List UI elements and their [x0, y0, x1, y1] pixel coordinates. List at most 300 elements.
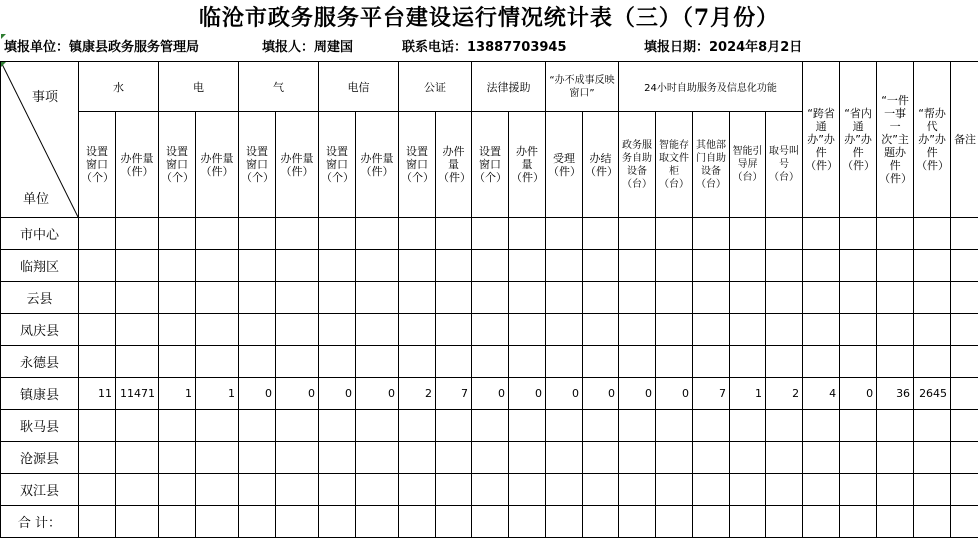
- table-cell[interactable]: [766, 346, 803, 378]
- table-cell[interactable]: [399, 218, 436, 250]
- table-cell[interactable]: [356, 442, 399, 474]
- table-cell[interactable]: [116, 442, 159, 474]
- table-cell[interactable]: [239, 474, 276, 506]
- subheader-gas-window: 设置窗口（个）: [239, 112, 276, 218]
- table-cell[interactable]: [546, 346, 583, 378]
- table-cell[interactable]: [159, 346, 196, 378]
- table-cell[interactable]: [319, 218, 356, 250]
- table-cell[interactable]: [79, 282, 116, 314]
- table-cell[interactable]: [766, 282, 803, 314]
- table-cell[interactable]: [951, 250, 978, 282]
- table-cell[interactable]: 0: [472, 378, 509, 410]
- table-cell[interactable]: [730, 410, 766, 442]
- table-cell[interactable]: [472, 442, 509, 474]
- table-cell[interactable]: [840, 346, 877, 378]
- table-cell[interactable]: [951, 506, 978, 538]
- table-cell[interactable]: [319, 474, 356, 506]
- table-cell[interactable]: [803, 506, 840, 538]
- table-cell[interactable]: 1: [159, 378, 196, 410]
- table-cell[interactable]: [472, 218, 509, 250]
- table-cell[interactable]: [803, 282, 840, 314]
- table-cell[interactable]: [399, 250, 436, 282]
- table-cell[interactable]: 0: [840, 378, 877, 410]
- table-cell[interactable]: [693, 346, 730, 378]
- subheader-power-window: 设置窗口（个）: [159, 112, 196, 218]
- table-cell[interactable]: [159, 250, 196, 282]
- subheader-queue-machine: 取号叫号（台）: [766, 112, 803, 218]
- table-row: [1, 410, 978, 442]
- table-cell[interactable]: 0: [319, 378, 356, 410]
- table-cell[interactable]: [619, 506, 656, 538]
- table-cell[interactable]: [509, 282, 546, 314]
- table-cell[interactable]: [472, 282, 509, 314]
- table-cell[interactable]: [546, 218, 583, 250]
- table-cell[interactable]: [766, 410, 803, 442]
- table-cell[interactable]: [436, 282, 472, 314]
- table-cell[interactable]: [840, 218, 877, 250]
- table-row: [1, 282, 978, 314]
- table-cell[interactable]: [619, 442, 656, 474]
- row-unit-name: 凤庆县: [1, 314, 79, 346]
- table-cell[interactable]: [693, 442, 730, 474]
- table-cell[interactable]: [877, 346, 914, 378]
- table-cell[interactable]: [509, 410, 546, 442]
- table-cell[interactable]: [509, 506, 546, 538]
- table-cell[interactable]: [914, 314, 951, 346]
- table-cell[interactable]: [79, 442, 116, 474]
- table-cell[interactable]: [196, 282, 239, 314]
- table-cell[interactable]: [79, 346, 116, 378]
- table-cell[interactable]: [276, 346, 319, 378]
- table-cell[interactable]: [399, 314, 436, 346]
- table-cell[interactable]: [877, 282, 914, 314]
- table-cell[interactable]: [399, 506, 436, 538]
- subheader-gov-self-device: 政务服务自助设备（台）: [619, 112, 656, 218]
- table-cell[interactable]: [116, 218, 159, 250]
- subheader-finished: 办结（件）: [583, 112, 619, 218]
- table-cell[interactable]: [656, 314, 693, 346]
- table-cell[interactable]: [509, 474, 546, 506]
- header-cross-province: “跨省通办”办件（件）: [803, 62, 840, 218]
- table-cell[interactable]: [159, 506, 196, 538]
- group-header-water: 水: [79, 62, 159, 112]
- table-cell[interactable]: [693, 218, 730, 250]
- table-cell[interactable]: [276, 506, 319, 538]
- table-cell[interactable]: [116, 474, 159, 506]
- table-cell[interactable]: 2645: [914, 378, 951, 410]
- contact-phone: 联系电话：13887703945: [402, 40, 567, 55]
- table-cell[interactable]: [766, 506, 803, 538]
- table-cell[interactable]: [583, 314, 619, 346]
- table-cell[interactable]: [914, 506, 951, 538]
- header-in-province: “省内通办”办件（件）: [840, 62, 877, 218]
- table-cell[interactable]: [730, 250, 766, 282]
- table-cell[interactable]: [730, 282, 766, 314]
- table-cell[interactable]: [877, 474, 914, 506]
- table-cell[interactable]: 0: [656, 378, 693, 410]
- table-cell[interactable]: [276, 282, 319, 314]
- table-cell[interactable]: [239, 250, 276, 282]
- table-cell[interactable]: 7: [693, 378, 730, 410]
- table-cell[interactable]: [356, 250, 399, 282]
- table-cell[interactable]: [472, 474, 509, 506]
- table-cell[interactable]: [79, 506, 116, 538]
- table-cell[interactable]: [239, 218, 276, 250]
- table-row: [1, 506, 978, 538]
- table-cell[interactable]: 0: [239, 378, 276, 410]
- table-cell[interactable]: [766, 250, 803, 282]
- table-cell[interactable]: [877, 250, 914, 282]
- table-cell[interactable]: 0: [546, 378, 583, 410]
- table-cell[interactable]: [619, 218, 656, 250]
- table-cell[interactable]: [619, 474, 656, 506]
- report-title: 临沧市政务服务平台建设运行情况统计表（三）（7月份）: [198, 5, 780, 31]
- table-cell[interactable]: [840, 282, 877, 314]
- subheader-notary-volume: 办件量（件）: [436, 112, 472, 218]
- table-cell[interactable]: [509, 218, 546, 250]
- table-cell[interactable]: [472, 314, 509, 346]
- row-unit-name: 临翔区: [1, 250, 79, 282]
- table-cell[interactable]: [840, 506, 877, 538]
- table-cell[interactable]: [730, 218, 766, 250]
- table-row: [1, 474, 978, 506]
- row-unit-name: 沧源县: [1, 442, 79, 474]
- table-cell[interactable]: [730, 506, 766, 538]
- table-cell[interactable]: [914, 410, 951, 442]
- table-cell[interactable]: [356, 346, 399, 378]
- table-cell[interactable]: [356, 218, 399, 250]
- table-cell[interactable]: [436, 314, 472, 346]
- table-cell[interactable]: [472, 346, 509, 378]
- table-cell[interactable]: [583, 282, 619, 314]
- table-cell[interactable]: [693, 474, 730, 506]
- table-cell[interactable]: [436, 506, 472, 538]
- table-cell[interactable]: [583, 506, 619, 538]
- subheader-water-window: 设置窗口（个）: [79, 112, 116, 218]
- table-cell[interactable]: [656, 250, 693, 282]
- table-cell[interactable]: [472, 506, 509, 538]
- table-cell[interactable]: [803, 314, 840, 346]
- table-cell[interactable]: [583, 346, 619, 378]
- table-cell[interactable]: [276, 474, 319, 506]
- table-row: [1, 250, 978, 282]
- table-cell[interactable]: [196, 474, 239, 506]
- table-cell[interactable]: [766, 442, 803, 474]
- table-cell[interactable]: [546, 250, 583, 282]
- table-cell[interactable]: 11: [79, 378, 116, 410]
- table-cell[interactable]: [951, 218, 978, 250]
- row-unit-name: 永德县: [1, 346, 79, 378]
- table-cell[interactable]: 36: [877, 378, 914, 410]
- subheader-legal-volume: 办件量（件）: [509, 112, 546, 218]
- table-cell[interactable]: [356, 282, 399, 314]
- table-cell[interactable]: [583, 250, 619, 282]
- table-cell[interactable]: [656, 410, 693, 442]
- table-cell[interactable]: [319, 442, 356, 474]
- table-cell[interactable]: [196, 314, 239, 346]
- table-cell[interactable]: [239, 410, 276, 442]
- table-cell[interactable]: [239, 314, 276, 346]
- group-header-telecom: 电信: [319, 62, 399, 112]
- table-cell[interactable]: [436, 410, 472, 442]
- table-cell[interactable]: [546, 442, 583, 474]
- table-cell[interactable]: 0: [509, 378, 546, 410]
- table-cell[interactable]: [319, 506, 356, 538]
- table-row: [1, 442, 978, 474]
- table-cell[interactable]: [619, 410, 656, 442]
- table-cell[interactable]: 0: [583, 378, 619, 410]
- table-cell[interactable]: [546, 410, 583, 442]
- table-cell[interactable]: [951, 346, 978, 378]
- subheader-telecom-window: 设置窗口（个）: [319, 112, 356, 218]
- table-cell[interactable]: [914, 474, 951, 506]
- table-cell[interactable]: [951, 474, 978, 506]
- table-cell[interactable]: [276, 218, 319, 250]
- table-cell[interactable]: [583, 442, 619, 474]
- statistics-table: [0, 61, 978, 538]
- table-cell[interactable]: [239, 442, 276, 474]
- row-unit-name: 云县: [1, 282, 79, 314]
- row-unit-name: 市中心: [1, 218, 79, 250]
- table-cell[interactable]: 4: [803, 378, 840, 410]
- table-cell[interactable]: [656, 282, 693, 314]
- table-cell[interactable]: [276, 410, 319, 442]
- table-cell[interactable]: [399, 442, 436, 474]
- table-cell[interactable]: [399, 410, 436, 442]
- table-cell[interactable]: [399, 282, 436, 314]
- table-cell[interactable]: [436, 218, 472, 250]
- table-cell[interactable]: [436, 442, 472, 474]
- table-cell[interactable]: [356, 506, 399, 538]
- table-cell[interactable]: [319, 314, 356, 346]
- table-cell[interactable]: [472, 410, 509, 442]
- table-cell[interactable]: [656, 346, 693, 378]
- table-cell[interactable]: [116, 314, 159, 346]
- table-cell[interactable]: [803, 442, 840, 474]
- table-cell[interactable]: [509, 442, 546, 474]
- table-cell[interactable]: 0: [276, 378, 319, 410]
- table-cell[interactable]: [509, 346, 546, 378]
- table-cell[interactable]: [583, 410, 619, 442]
- header-corner-cell: [1, 62, 79, 218]
- table-cell[interactable]: [319, 410, 356, 442]
- table-cell[interactable]: [619, 250, 656, 282]
- group-header-legal-aid: 法律援助: [472, 62, 546, 112]
- table-cell[interactable]: [159, 410, 196, 442]
- subheader-notary-window: 设置窗口（个）: [399, 112, 436, 218]
- table-cell[interactable]: [196, 506, 239, 538]
- table-cell[interactable]: [509, 250, 546, 282]
- table-cell[interactable]: [914, 346, 951, 378]
- table-cell[interactable]: [399, 474, 436, 506]
- row-unit-name: 双江县: [1, 474, 79, 506]
- table-cell[interactable]: [196, 410, 239, 442]
- table-cell[interactable]: [356, 474, 399, 506]
- table-cell[interactable]: [79, 410, 116, 442]
- filler-name: 填报人：周建国: [262, 40, 354, 55]
- row-unit-name: 耿马县: [1, 410, 79, 442]
- table-cell[interactable]: [951, 314, 978, 346]
- table-cell[interactable]: [159, 314, 196, 346]
- corner-label-unit: 单位: [23, 192, 50, 207]
- table-cell[interactable]: 7: [436, 378, 472, 410]
- table-cell[interactable]: 2: [766, 378, 803, 410]
- table-cell[interactable]: [472, 250, 509, 282]
- table-cell[interactable]: [877, 314, 914, 346]
- table-row: [1, 378, 978, 410]
- table-row: [1, 218, 978, 250]
- table-cell[interactable]: [730, 474, 766, 506]
- group-header-power: 电: [159, 62, 239, 112]
- header-one-thing: “一件一事一次”主题办件（件）: [877, 62, 914, 218]
- table-cell[interactable]: [546, 506, 583, 538]
- table-cell[interactable]: [877, 506, 914, 538]
- table-cell[interactable]: [656, 506, 693, 538]
- table-cell[interactable]: [766, 218, 803, 250]
- table-cell[interactable]: [840, 474, 877, 506]
- table-cell[interactable]: [803, 346, 840, 378]
- table-cell[interactable]: [583, 474, 619, 506]
- table-cell[interactable]: [239, 282, 276, 314]
- table-cell[interactable]: [196, 442, 239, 474]
- table-cell[interactable]: [356, 410, 399, 442]
- table-cell[interactable]: [159, 442, 196, 474]
- table-cell[interactable]: [656, 474, 693, 506]
- subheader-guide-screen: 智能引导屏（台）: [730, 112, 766, 218]
- table-cell[interactable]: [436, 346, 472, 378]
- table-cell[interactable]: [693, 250, 730, 282]
- table-cell[interactable]: [319, 250, 356, 282]
- table-cell[interactable]: [276, 442, 319, 474]
- table-cell[interactable]: [840, 442, 877, 474]
- comment-marker: [1, 34, 6, 39]
- subheader-gas-volume: 办件量（件）: [276, 112, 319, 218]
- table-cell[interactable]: [951, 378, 978, 410]
- table-cell[interactable]: [803, 250, 840, 282]
- table-cell[interactable]: 1: [196, 378, 239, 410]
- table-cell[interactable]: [116, 282, 159, 314]
- table-cell[interactable]: [116, 250, 159, 282]
- table-cell[interactable]: [509, 314, 546, 346]
- table-cell[interactable]: 2: [399, 378, 436, 410]
- table-cell[interactable]: [730, 314, 766, 346]
- table-cell[interactable]: [79, 314, 116, 346]
- table-cell[interactable]: [951, 410, 978, 442]
- table-cell[interactable]: [693, 314, 730, 346]
- table-cell[interactable]: [436, 474, 472, 506]
- comment-marker: [1, 62, 6, 67]
- header-proxy-service: “帮办代办”办件（件）: [914, 62, 951, 218]
- table-cell[interactable]: [583, 218, 619, 250]
- table-cell[interactable]: [730, 442, 766, 474]
- table-body: [1, 218, 978, 538]
- table-cell[interactable]: 0: [619, 378, 656, 410]
- filling-unit: 填报单位：镇康县政务服务管理局: [4, 40, 200, 55]
- table-cell[interactable]: [319, 346, 356, 378]
- table-cell[interactable]: [436, 250, 472, 282]
- table-cell[interactable]: [766, 474, 803, 506]
- table-cell[interactable]: [693, 506, 730, 538]
- table-cell[interactable]: [276, 250, 319, 282]
- filling-date: 填报日期：2024年8月2日: [644, 40, 803, 55]
- table-cell[interactable]: [79, 218, 116, 250]
- table-cell[interactable]: [877, 442, 914, 474]
- table-cell[interactable]: [159, 218, 196, 250]
- table-cell[interactable]: [619, 282, 656, 314]
- table-cell[interactable]: [196, 250, 239, 282]
- table-cell[interactable]: [546, 314, 583, 346]
- table-cell[interactable]: [766, 314, 803, 346]
- table-cell[interactable]: 0: [356, 378, 399, 410]
- table-cell[interactable]: [803, 410, 840, 442]
- table-cell[interactable]: [730, 346, 766, 378]
- table-cell[interactable]: [116, 506, 159, 538]
- table-cell[interactable]: [79, 474, 116, 506]
- group-header-gas: 气: [239, 62, 319, 112]
- table-cell[interactable]: [546, 474, 583, 506]
- subheader-power-volume: 办件量（件）: [196, 112, 239, 218]
- corner-label-item: 事项: [31, 90, 58, 105]
- table-cell[interactable]: [840, 314, 877, 346]
- table-cell[interactable]: [877, 218, 914, 250]
- table-cell[interactable]: [840, 410, 877, 442]
- table-cell[interactable]: [356, 314, 399, 346]
- table-cell[interactable]: [546, 282, 583, 314]
- table-cell[interactable]: [803, 218, 840, 250]
- subheader-water-volume: 办件量（件）: [116, 112, 159, 218]
- table-cell[interactable]: [951, 282, 978, 314]
- table-cell[interactable]: [196, 346, 239, 378]
- table-row: [1, 346, 978, 378]
- table-cell[interactable]: 11471: [116, 378, 159, 410]
- table-cell[interactable]: [239, 506, 276, 538]
- table-cell[interactable]: [196, 218, 239, 250]
- table-cell[interactable]: [159, 282, 196, 314]
- table-cell[interactable]: 1: [730, 378, 766, 410]
- table-cell[interactable]: [656, 442, 693, 474]
- table-cell[interactable]: [803, 474, 840, 506]
- table-cell[interactable]: [619, 346, 656, 378]
- group-header-cant-do-window: “办不成事反映窗口”: [546, 62, 619, 112]
- table-cell[interactable]: [951, 442, 978, 474]
- table-cell[interactable]: [914, 282, 951, 314]
- table-cell[interactable]: [399, 346, 436, 378]
- table-cell[interactable]: [693, 410, 730, 442]
- subheader-accepted: 受理（件）: [546, 112, 583, 218]
- table-cell[interactable]: [914, 218, 951, 250]
- group-header-self-service: 24小时自助服务及信息化功能: [619, 62, 803, 112]
- table-cell[interactable]: [693, 282, 730, 314]
- table-cell[interactable]: [116, 346, 159, 378]
- table-cell[interactable]: [877, 410, 914, 442]
- table-cell[interactable]: [159, 474, 196, 506]
- subheader-other-device: 其他部门自助设备（台）: [693, 112, 730, 218]
- table-cell[interactable]: [319, 282, 356, 314]
- table-cell[interactable]: [79, 250, 116, 282]
- table-cell[interactable]: [840, 250, 877, 282]
- table-cell[interactable]: [276, 314, 319, 346]
- table-cell[interactable]: [914, 250, 951, 282]
- row-unit-name: 镇康县: [1, 378, 79, 410]
- table-cell[interactable]: [116, 410, 159, 442]
- report-info-line: [4, 38, 974, 58]
- table-row: [1, 314, 978, 346]
- table-cell[interactable]: [656, 218, 693, 250]
- table-cell[interactable]: [914, 442, 951, 474]
- table-cell[interactable]: [619, 314, 656, 346]
- table-cell[interactable]: [239, 346, 276, 378]
- subheader-telecom-volume: 办件量（件）: [356, 112, 399, 218]
